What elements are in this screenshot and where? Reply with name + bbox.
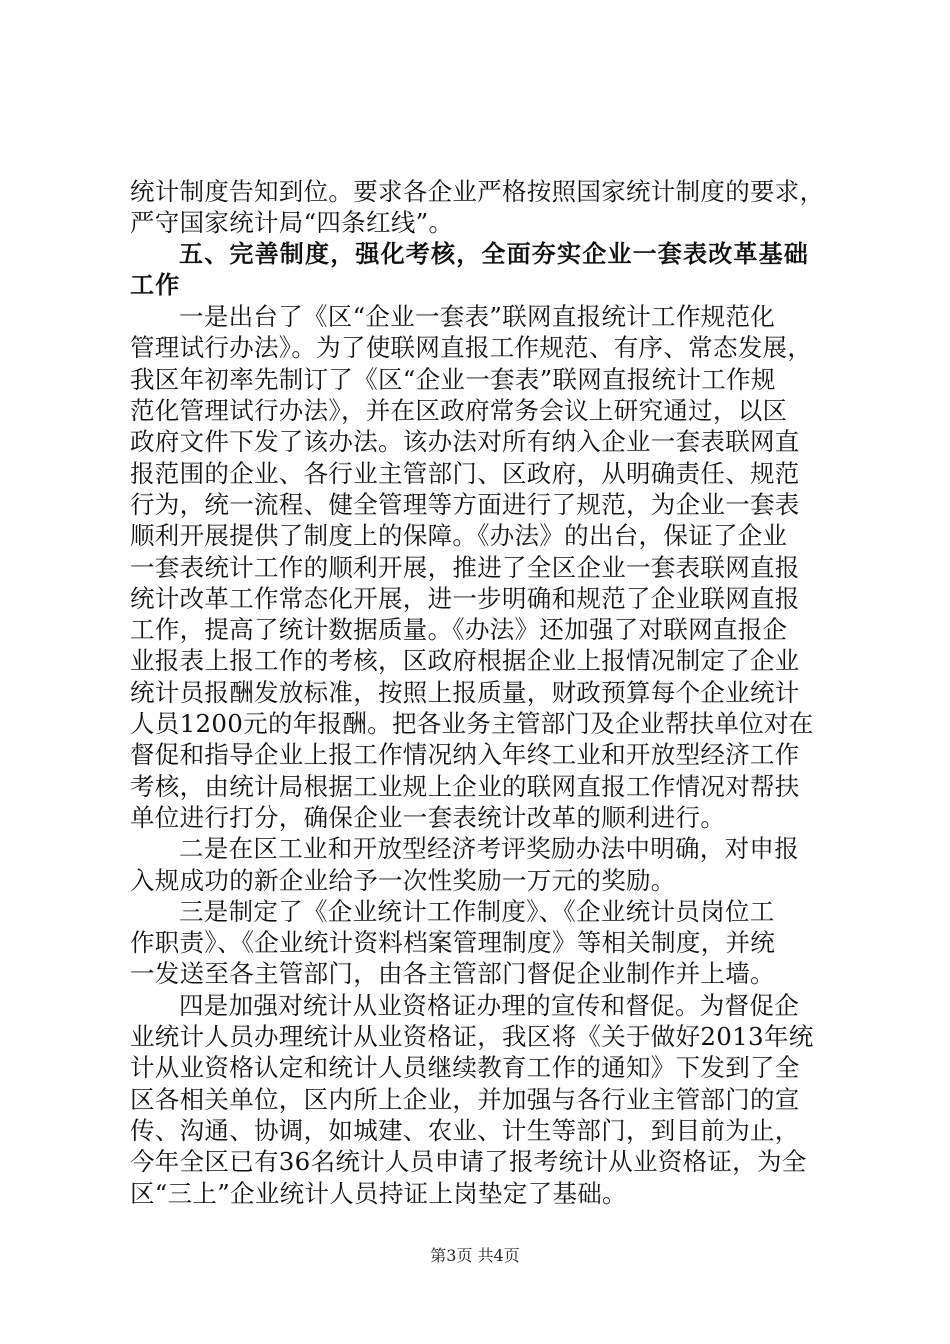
body-line: 管理试行办法》。为了使联网直报工作规范、有序、常态发展，	[130, 333, 813, 363]
body-line: 行为，统一流程、健全管理等方面进行了规范，为企业一套表	[130, 489, 800, 519]
body-line: 业统计人员办理统计从业资格证，我区将《关于做好2013年统	[130, 1022, 814, 1052]
body-line: 报范围的企业、各行业主管部门、区政府，从明确责任、规范	[130, 458, 800, 488]
body-line: 区“三上”企业统计人员持证上岗垫定了基础。	[130, 1178, 627, 1208]
paragraph-start: 三是制定了《企业统计工作制度》、《企业统计员岗位工	[179, 896, 775, 926]
body-line: 我区年初率先制订了《区“企业一套表”联网直报统计工作规	[130, 364, 776, 394]
body-line: 统计制度告知到位。要求各企业严格按照国家统计制度的要求，	[130, 177, 825, 206]
body-line: 作职责》、《企业统计资料档案管理制度》等相关制度，并统	[130, 928, 776, 958]
paragraph-start: 四是加强对统计从业资格证办理的宣传和督促。为督促企	[179, 990, 799, 1020]
body-line: 工作，提高了统计数据质量。《办法》还加强了对联网直报企	[130, 615, 788, 645]
section-heading-continued: 工作	[130, 270, 181, 299]
body-line: 统计改革工作常态化开展，进一步明确和规范了企业联网直报	[130, 583, 800, 613]
body-line: 严守国家统计局“四条红线”。	[130, 208, 454, 238]
body-line: 政府文件下发了该办法。该办法对所有纳入企业一套表联网直	[130, 427, 800, 457]
body-line: 范化管理试行办法》，并在区政府常务会议上研究通过，以区	[130, 396, 788, 426]
body-line: 业报表上报工作的考核，区政府根据企业上报情况制定了企业	[130, 646, 800, 676]
document-body	[130, 176, 835, 1209]
body-line: 入规成功的新企业给予一次性奖励一万元的奖励。	[130, 865, 676, 895]
body-line: 一套表统计工作的顺利开展，推进了全区企业一套表联网直报	[130, 552, 800, 582]
body-line: 顺利开展提供了制度上的保障。《办法》的出台，保证了企业	[130, 521, 788, 551]
section-heading: 五、完善制度，强化考核，全面夯实企业一套表改革基础	[179, 239, 809, 268]
body-line: 督促和指导企业上报工作情况纳入年终工业和开放型经济工作	[130, 740, 800, 770]
body-line: 统计员报酬发放标准，按照上报质量，财政预算每个企业统计	[130, 677, 800, 707]
body-line: 人员1200元的年报酬。把各业务主管部门及企业帮扶单位对在	[130, 709, 814, 739]
body-line: 一发送至各主管部门，由各主管部门督促企业制作并上墙。	[130, 959, 775, 989]
body-line: 区各相关单位，区内所上企业，并加强与各行业主管部门的宣	[130, 1084, 800, 1114]
body-line: 考核，由统计局根据工业规上企业的联网直报工作情况对帮扶	[130, 771, 800, 801]
body-line: 今年全区已有36名统计人员申请了报考统计从业资格证，为全	[130, 1147, 807, 1177]
paragraph-start: 二是在区工业和开放型经济考评奖励办法中明确，对申报	[179, 834, 799, 864]
body-line: 计从业资格认定和统计人员继续教育工作的通知》下发到了全	[130, 1053, 800, 1083]
body-line: 传、沟通、协调，如城建、农业、计生等部门，到目前为止，	[130, 1115, 800, 1145]
paragraph-start: 一是出台了《区“企业一套表”联网直报统计工作规范化	[179, 302, 776, 332]
body-line: 单位进行打分，确保企业一套表统计改革的顺利进行。	[130, 802, 726, 832]
page-number-footer: 第3页 共4页	[430, 1246, 520, 1265]
